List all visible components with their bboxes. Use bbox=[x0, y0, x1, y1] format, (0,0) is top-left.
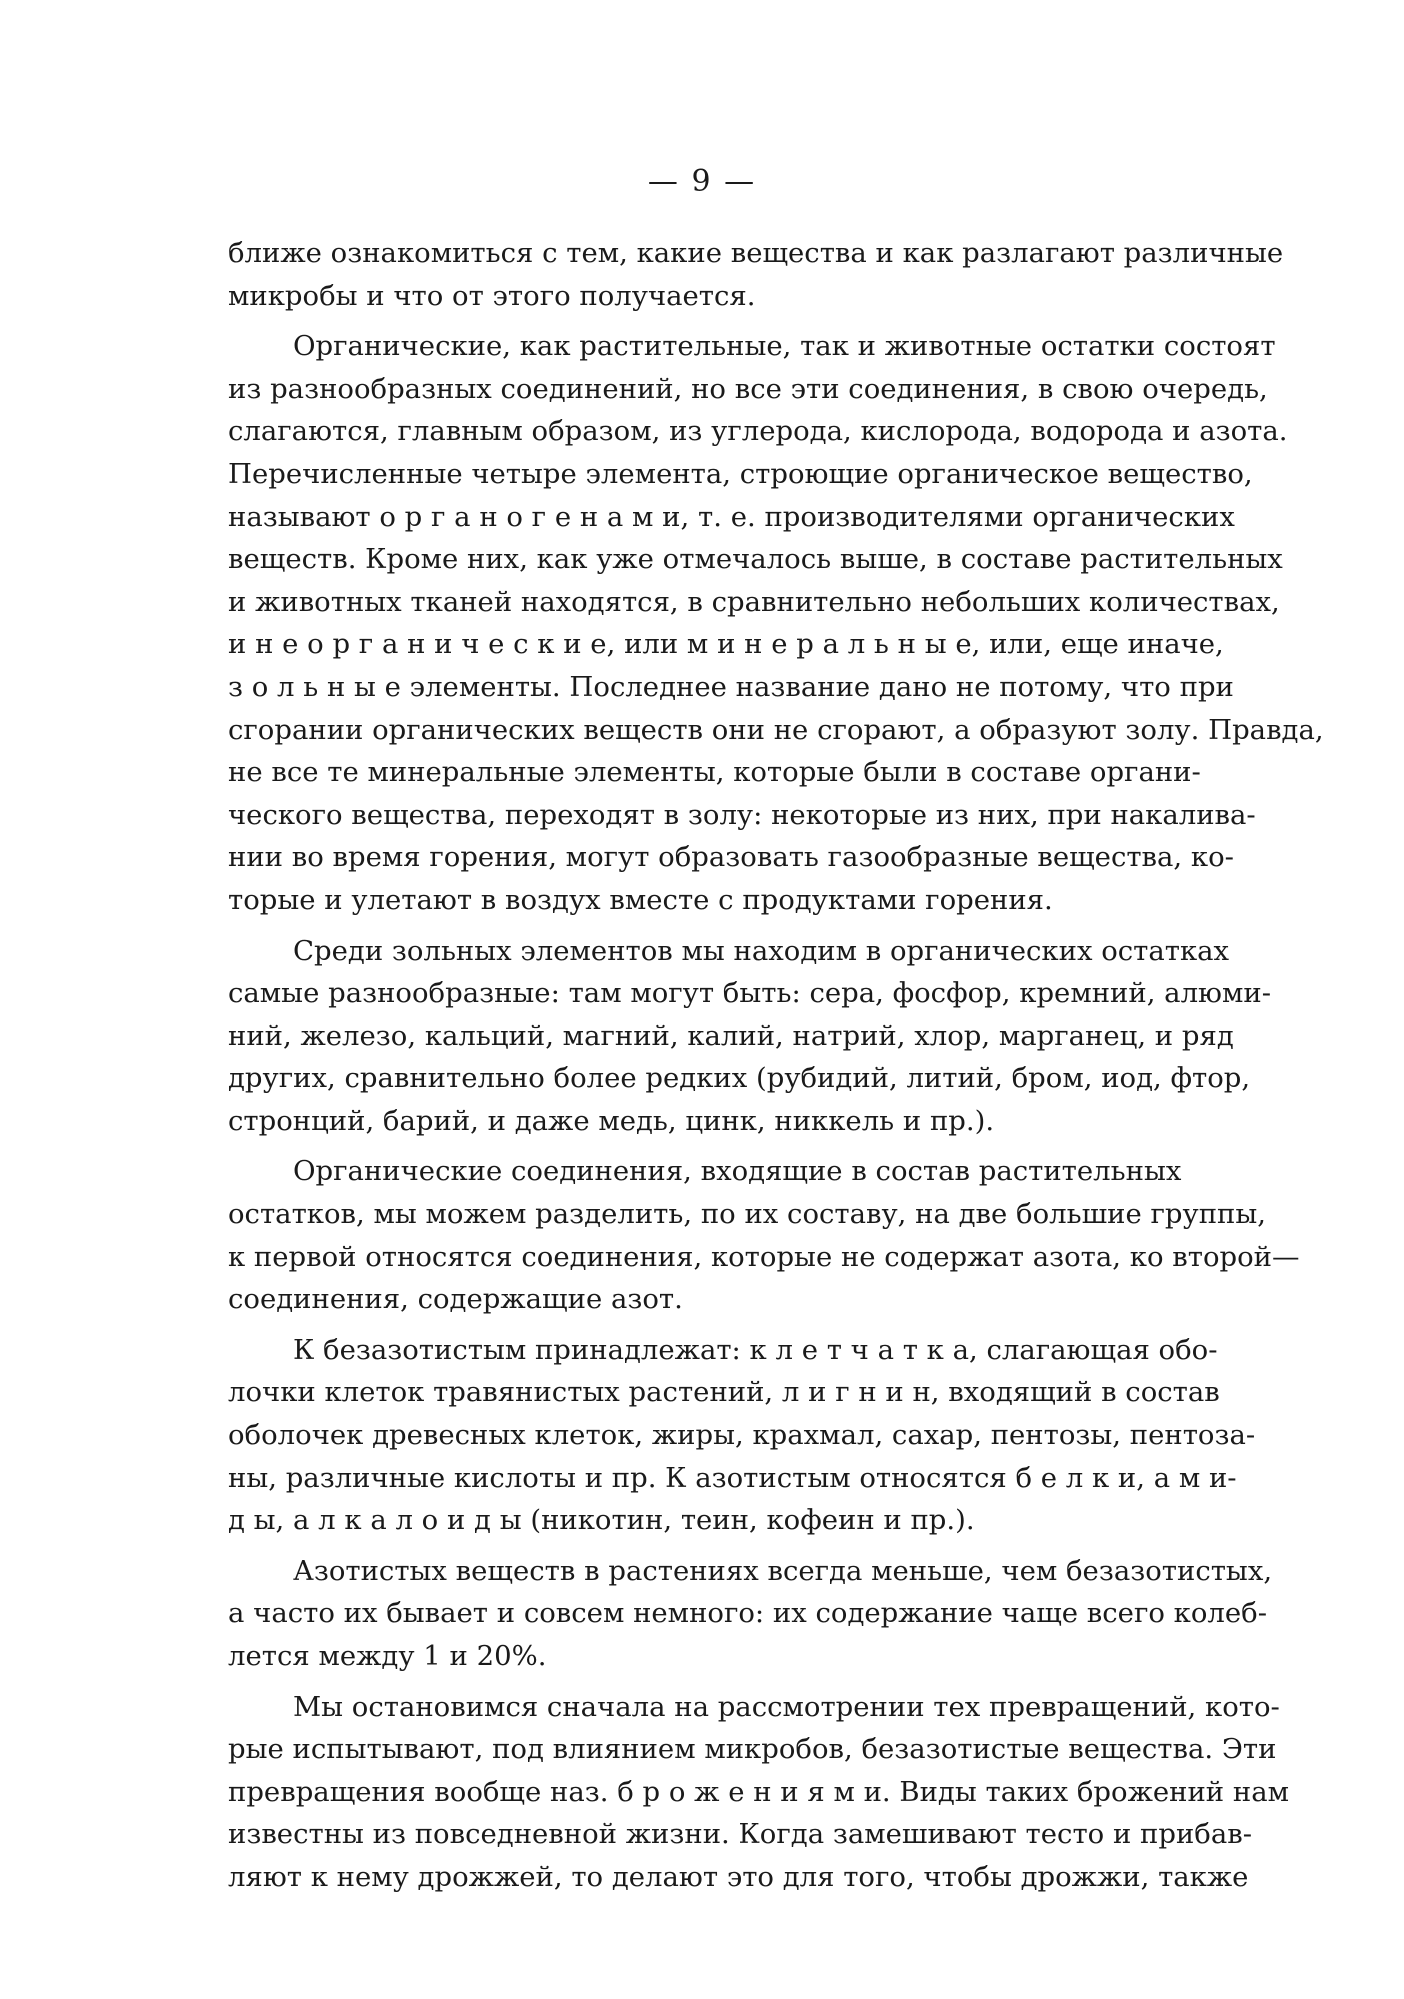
paragraph bbox=[228, 1329, 1256, 1542]
paragraph bbox=[228, 930, 1271, 1143]
text-line: д ы, а л к а л о и д ы (никотин, теин, кофеин и пр.). bbox=[228, 1504, 975, 1537]
text-line: Среди зольных элементов мы находим в органических остатках bbox=[293, 934, 1230, 967]
text-line: остатков, мы можем разделить, по их составу, на две большие группы, bbox=[228, 1198, 1266, 1231]
text-line: не все те минеральные элементы, которые были в составе органи- bbox=[228, 756, 1201, 789]
text-line: сгорании органических веществ они не сгорают, а образуют золу. Правда, bbox=[228, 713, 1324, 746]
text-line: превращения вообще наз. б р о ж е н и я м и. Виды таких брожений нам bbox=[228, 1775, 1289, 1808]
text-line: и н е о р г а н и ч е с к и е, или м и н е р а л ь н ы е, или, еще иначе, bbox=[228, 628, 1224, 661]
text-line: К безазотистым принадлежат: к л е т ч а т к а, слагающая обо- bbox=[293, 1333, 1218, 1366]
paragraph bbox=[228, 232, 1284, 317]
text-line: лется между 1 и 20%. bbox=[228, 1640, 547, 1672]
text-line: из разнообразных соединений, но все эти соединения, в свою очередь, bbox=[228, 372, 1268, 405]
text-line: ляют к нему дрожжей, то делают это для того, чтобы дрожжи, также bbox=[228, 1860, 1249, 1893]
text-line: оболочек древесных клеток, жиры, крахмал, сахар, пентозы, пентоза- bbox=[228, 1419, 1256, 1452]
text-line: Перечисленные четыре элемента, строющие органическое вещество, bbox=[228, 457, 1253, 490]
text-line: слагаются, главным образом, из углерода, кислорода, водорода и азота. bbox=[228, 415, 1288, 448]
page-number: — 9 — bbox=[647, 164, 757, 199]
text-line: з о л ь н ы е элементы. Последнее название дано не потому, что при bbox=[228, 670, 1234, 703]
paragraph bbox=[228, 1686, 1289, 1899]
text-line: и животных тканей находятся, в сравнительно небольших количествах, bbox=[228, 585, 1280, 618]
page-text bbox=[228, 232, 1324, 1899]
text-line: самые разнообразные: там могут быть: сера, фосфор, кремний, алюми- bbox=[228, 977, 1271, 1010]
text-line: других, сравнительно более редких (рубидий, литий, бром, иод, фтор, bbox=[228, 1062, 1251, 1095]
paragraph-gap bbox=[228, 317, 1174, 325]
text-line: а часто их бывает и совсем немного: их содержание чаще всего колеб- bbox=[228, 1597, 1267, 1630]
paragraph-gap bbox=[228, 922, 1174, 930]
text-line: стронций, барий, и даже медь, цинк, никкель и пр.). bbox=[228, 1104, 995, 1137]
text-line: ний, железо, кальций, магний, калий, натрий, хлор, марганец, и ряд bbox=[228, 1019, 1234, 1052]
text-line: ческого вещества, переходят в золу: некоторые из них, при накалива- bbox=[228, 798, 1256, 831]
text-line: ны, различные кислоты и пр. К азотистым относятся б е л к и, а м и- bbox=[228, 1461, 1237, 1494]
paragraph bbox=[228, 1550, 1273, 1678]
text-line: Мы остановимся сначала на рассмотрении тех превращений, кото- bbox=[293, 1690, 1280, 1723]
text-line: Азотистых веществ в растениях всегда меньше, чем безазотистых, bbox=[293, 1554, 1273, 1587]
text-line: лочки клеток травянистых растений, л и г н и н, входящий в состав bbox=[228, 1376, 1220, 1409]
text-line: известны из повседневной жизни. Когда замешивают тесто и прибав- bbox=[228, 1818, 1253, 1851]
paragraph bbox=[228, 1150, 1300, 1320]
paragraph-gap bbox=[228, 1142, 1174, 1150]
paragraph-gap bbox=[228, 1321, 1174, 1329]
text-line: называют о р г а н о г е н а м и, т. е. производителями органических bbox=[228, 500, 1235, 533]
text-line: рые испытывают, под влиянием микробов, безазотистые вещества. Эти bbox=[228, 1733, 1277, 1766]
text-line: ближе ознакомиться с тем, какие вещества и как разлагают различные bbox=[228, 237, 1284, 269]
paragraph bbox=[228, 325, 1324, 921]
text-line: к первой относятся соединения, которые не содержат азота, ко второй— bbox=[228, 1240, 1300, 1273]
paragraph-gap bbox=[228, 1542, 1174, 1550]
text-line: микробы и что от этого получается. bbox=[228, 279, 756, 312]
text-line: Органические соединения, входящие в состав растительных bbox=[293, 1155, 1182, 1188]
paragraph-gap bbox=[228, 1678, 1174, 1686]
text-line: веществ. Кроме них, как уже отмечалось выше, в составе растительных bbox=[228, 543, 1283, 576]
text-line: торые и улетают в воздух вместе с продуктами горения. bbox=[228, 883, 1053, 916]
text-line: соединения, содержащие азот. bbox=[228, 1283, 683, 1316]
text-line: Органические, как растительные, так и животные остатки состоят bbox=[293, 330, 1276, 363]
text-line: нии во время горения, могут образовать газообразные вещества, ко- bbox=[228, 841, 1234, 874]
